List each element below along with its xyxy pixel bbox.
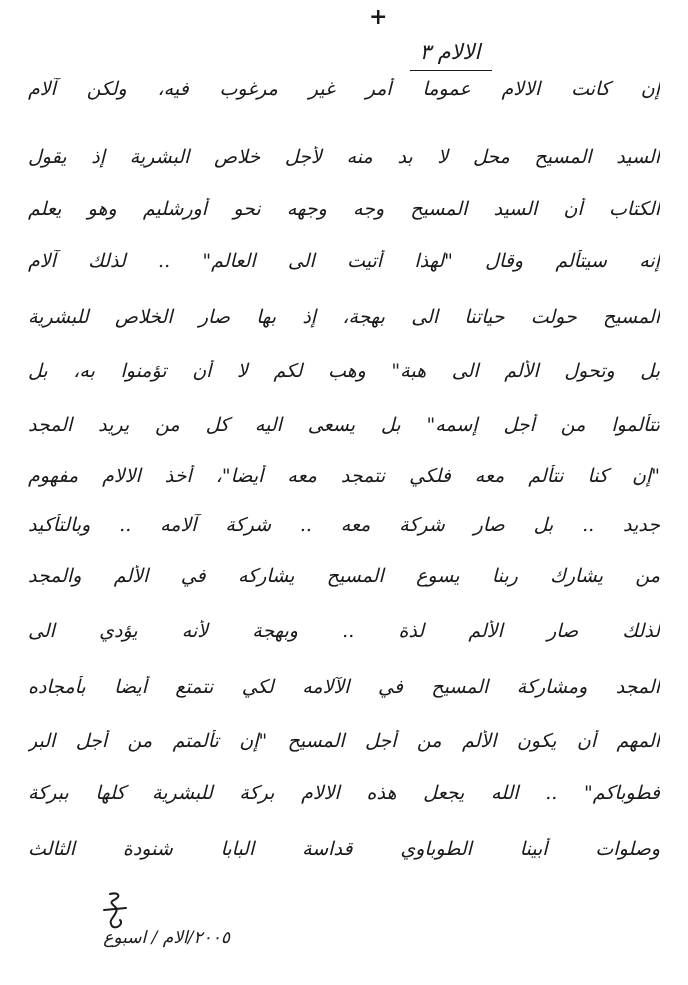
letter-line-3: الكتاب أن السيد المسيح وجه وجهه نحو أورشليم وهو يعلم <box>28 198 660 220</box>
cross-mark: + <box>369 4 388 30</box>
letter-line-6: بل وتحول الألم الى هبة" وهب لكم لا أن تؤمنوا به، بل <box>28 360 660 382</box>
letter-line-7: تتألموا من أجل إسمه" بل يسعى اليه كل من يريد المجد <box>28 414 660 436</box>
document-title: الالام ٣ <box>419 40 481 64</box>
letter-line-10: من يشارك ربنا يسوع المسيح يشاركه في الألم والمجد <box>28 565 660 587</box>
title-underline <box>410 70 492 71</box>
letter-line-4: إنه سيتألم وقال "لهذا أتيت الى العالم" .. لذلك آلام <box>28 250 660 272</box>
letter-line-5: المسيح حولت حياتنا الى بهجة، إذ بها صار الخلاص للبشرية <box>28 306 660 328</box>
letter-line-12: المجد ومشاركة المسيح في الآلامه لكي نتمتع أيضا بأمجاده <box>28 676 660 698</box>
letter-line-15: وصلوات أبينا الطوباوي قداسة البابا شنودة الثالث <box>28 838 660 860</box>
handwritten-signature <box>96 890 136 930</box>
letter-line-8: "إن كنا نتألم معه فلكي نتمجد معه أيضا"، أخذ الالام مفهوم <box>28 465 660 487</box>
signature-date: ٢٠٠٥/الام / اسبوع <box>103 928 230 948</box>
letter-line-13: المهم أن يكون الألم من أجل المسيح "إن تألمتم من أجل البر <box>28 730 660 752</box>
letter-line-9: جديد .. بل صار شركة معه .. شركة آلامه .. وبالتأكيد <box>28 514 660 536</box>
letter-line-1: إن كانت الالام عموما أمر غير مرغوب فيه، ولكن آلام <box>28 78 660 100</box>
letter-line-11: لذلك صار الألم لذة .. وبهجة لأنه يؤدي الى <box>28 620 660 642</box>
letter-line-2: السيد المسيح محل لا بد منه لأجل خلاص البشرية إذ يقول <box>28 146 660 168</box>
letter-line-14: فطوباكم" .. الله يجعل هذه الالام بركة للبشرية كلها ببركة <box>28 782 660 804</box>
